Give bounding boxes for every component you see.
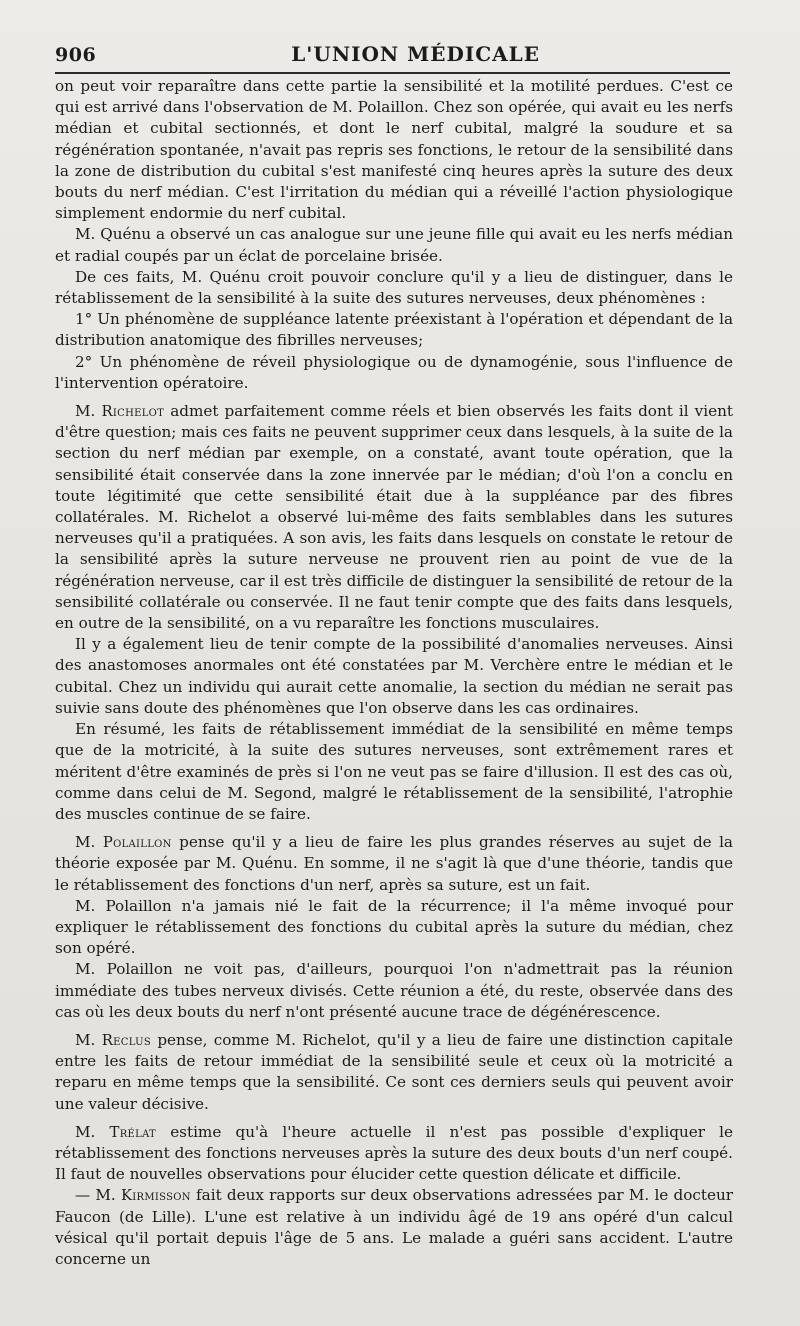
paragraph: Il y a également lieu de tenir compte de la possibilité d'anomalies nerveuses. Ainsi des anastomoses anormales ont été constatées par M. Verchère entre le médian et le cubital. Chez un individu qui aurait cette anomalie, la section du médian ne serait pas suivie sans doute des phénomènes que l'on observe dans les cas ordinaires. xyxy=(55,635,733,717)
paragraph: M. Trélat estime qu'à l'heure actuelle il n'est pas possible d'expliquer le rétablissement des fonctions nerveuses après la suture des deux bouts d'un nerf coupé. Il faut de nouvelles observations pour élucider cette question délicate et difficile. xyxy=(55,1122,733,1184)
paragraph: on peut voir reparaître dans cette partie la sensibilité et la motilité perdues. C'est ce qui est arrivé dans l'observation de M. Polaillon. Chez son opérée, qui avait eu les nerfs médian et cubital sectionnés, et dont le nerf cubital, malgré la soudure et sa régénération spontanée, n'avait pas repris ses fonctions, le retour de la sensibilité dans la zone de distribution du cubital s'est manifesté cinq heures après la suture des deux bouts du nerf médian. C'est l'irritation du médian qui a réveillé l'action physiologique simplement endormie du nerf cubital. xyxy=(55,77,733,223)
paragraph: En résumé, les faits de rétablissement immédiat de la sensibilité en même temps que de la motricité, à la suite des sutures nerveuses, sont extrêmement rares et méritent d'être examinés de près si l'on ne veut pas se faire d'illusion. Il est des cas où, comme dans celui de M. Segond, malgré le rétablissement de la sensibilité, l'atrophie des muscles continue de se faire. xyxy=(55,720,733,823)
paragraph: De ces faits, M. Quénu croit pouvoir conclure qu'il y a lieu de distinguer, dans le rétablissement de la sensibilité à la suite des sutures nerveuses, deux phénomènes : xyxy=(55,267,733,308)
paragraph: 2° Un phénomène de réveil physiologique ou de dynamogénie, sous l'influence de l'intervention opératoire. xyxy=(55,352,733,392)
paragraph: M. Reclus pense, comme M. Richelot, qu'il y a lieu de faire une distinction capitale entre les faits de retour immédiat de la sensibilité seule et ceux où la motricité a reparu en même temps que la sensibilité. Ce sont ces derniers seuls qui peuvent avoir une valeur décisive. xyxy=(55,1030,733,1113)
article-body xyxy=(55,76,733,1270)
paragraph: M. Polaillon ne voit pas, d'ailleurs, pourquoi l'on n'admettrait pas la réunion immédiate des tubes nerveux divisés. Cette réunion a été, du reste, observée dans des cas où les deux bouts du nerf n'ont présenté aucune trace de dégénérescence. xyxy=(55,960,733,1021)
paragraph: M. Quénu a observé un cas analogue sur une jeune fille qui avait eu les nerfs médian et radial coupés par un éclat de porcelaine brisée. xyxy=(55,225,733,265)
speaker-name: Kirmisson xyxy=(120,1187,191,1205)
journal-title: L'UNION MÉDICALE xyxy=(291,42,540,66)
page-number: 906 xyxy=(55,44,97,66)
paragraph: M. Richelot admet parfaitement comme réels et bien observés les faits dont il vient d'être question; mais ces faits ne peuvent supprimer ceux dans lesquels, à la suite de la section du nerf médian par exemple, on a constaté, avant toute opération, que la sensibilité était conservée dans la zone innervée par le médian; d'où l'on a conclu en toute légitimité que cette sensibilité était due à la suppléance par des fibres collatérales. M. Richelot a observé lui-même des faits semblables dans les sutures nerveuses qu'il a pratiquées. A son avis, les faits dans lesquels on constate le retour de la sensibilité après la suture nerveuse ne prouvent rien au point de vue de la régénération nerveuse, car il est très difficile de distinguer la sensibilité de retour de la sensibilité collatérale ou conservée. Il ne faut tenir compte que des faits dans lesquels, en outre de la sensibilité, on a vu reparaître les fonctions musculaires. xyxy=(55,402,733,633)
paragraph: M. Polaillon pense qu'il y a lieu de faire les plus grandes réserves au sujet de la théorie exposée par M. Quénu. En somme, il ne s'agit là que d'une théorie, tandis que le rétablissement des fonctions d'un nerf, après sa suture, est un fait. xyxy=(55,833,733,894)
paragraph: M. Polaillon n'a jamais nié le fait de la récurrence; il l'a même invoqué pour expliquer le rétablissement des fonctions du cubital après la suture du médian, chez son opéré. xyxy=(55,896,733,958)
paragraph: — M. Kirmisson fait deux rapports sur deux observations adressées par M. le docteur Faucon (de Lille). L'une est relative à un individu âgé de 19 ans opéré d'un calcul vésical qu'il portait depuis l'âge de 5 ans. Le malade a guéri sans accident. L'autre concerne un xyxy=(55,1186,733,1268)
speaker-name: Trélat xyxy=(109,1123,157,1141)
paragraph: 1° Un phénomène de suppléance latente préexistant à l'opération et dépendant de la distribution anatomique des fibrilles nerveuses; xyxy=(55,310,733,350)
speaker-name: Reclus xyxy=(101,1031,151,1049)
speaker-name: Richelot xyxy=(101,403,165,421)
speaker-name: Polaillon xyxy=(102,834,172,852)
page-header xyxy=(55,22,730,74)
